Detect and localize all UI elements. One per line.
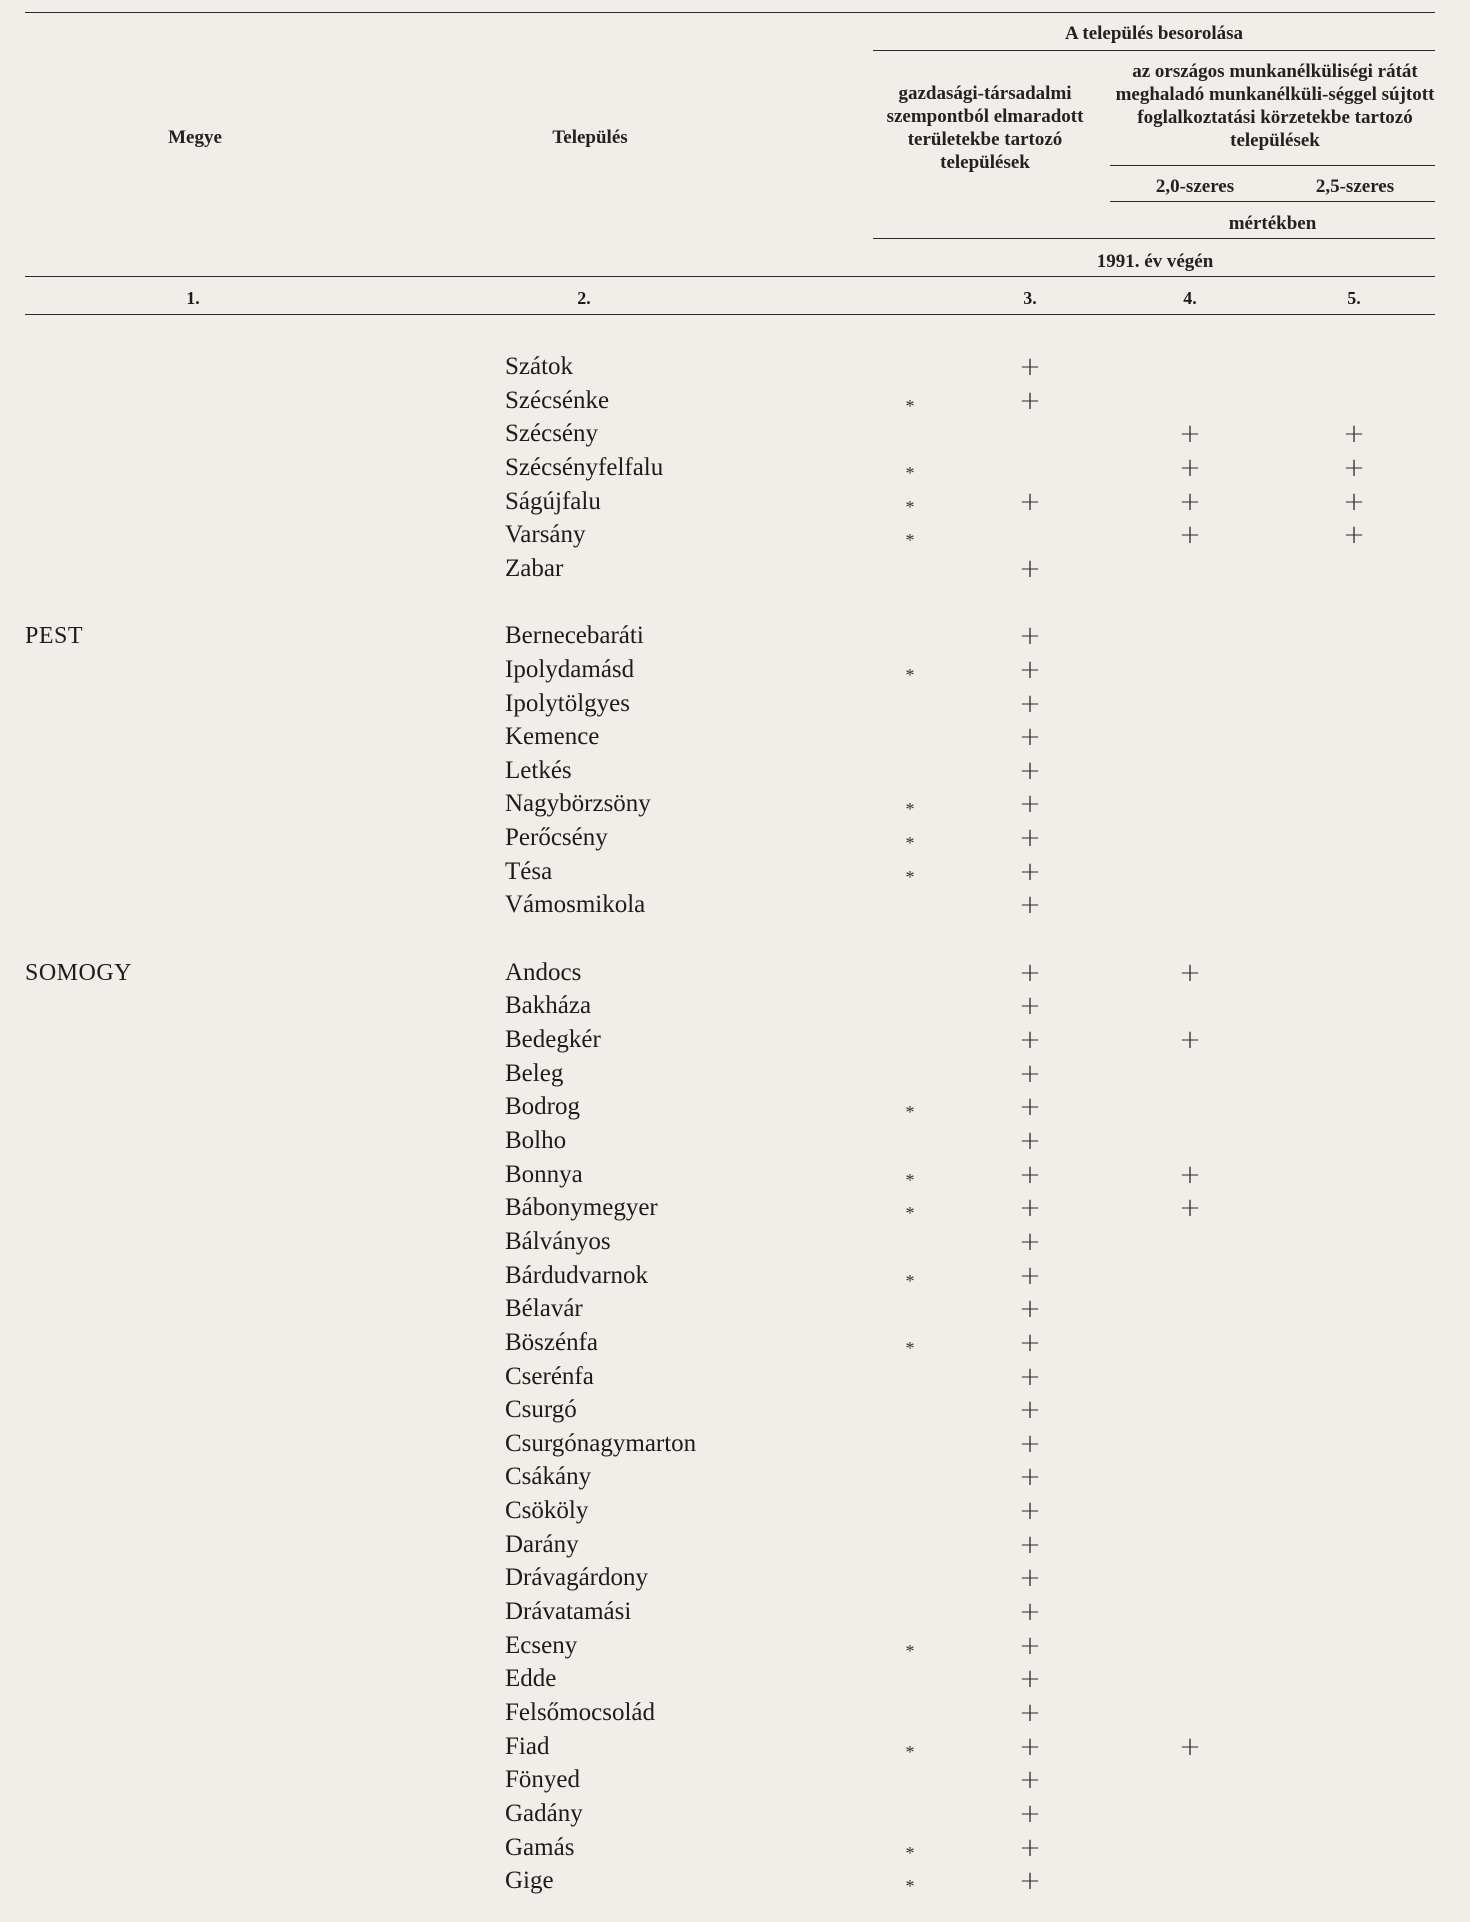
settlement-name: Vámosmikola — [505, 891, 646, 919]
plus-mark-c3: + — [1019, 1765, 1041, 1796]
plus-mark-c5: + — [1343, 520, 1365, 551]
colnum-rule — [25, 314, 1435, 315]
settlement-name: Beleg — [505, 1059, 564, 1087]
column-number-1: 1. — [186, 288, 200, 308]
plus-mark-c3: + — [1019, 1798, 1041, 1829]
plus-mark-c3: + — [1019, 688, 1041, 719]
settlement-name: Bernecebaráti — [505, 622, 644, 650]
plus-mark-c3: + — [1019, 1563, 1041, 1594]
settlement-name: Bakháza — [505, 992, 592, 1020]
column-number-3: 3. — [1023, 288, 1037, 308]
column-number-5: 5. — [1347, 288, 1361, 308]
classification-rule — [873, 50, 1435, 51]
asterisk-mark: * — [905, 395, 915, 416]
asterisk-mark: * — [905, 1102, 915, 1123]
plus-mark-c3: + — [1019, 722, 1041, 753]
plus-mark-c3: + — [1019, 1260, 1041, 1291]
plus-mark-c4: + — [1179, 520, 1201, 551]
table-row — [0, 653, 1470, 687]
plus-mark-c5: + — [1343, 486, 1365, 517]
table-row — [0, 1528, 1470, 1562]
table-row — [0, 855, 1470, 889]
header-mertekben: mértékben — [1228, 213, 1317, 234]
table-row — [0, 989, 1470, 1023]
plus-mark-c3: + — [1019, 1327, 1041, 1358]
table-row — [0, 1831, 1470, 1865]
table-row — [0, 1864, 1470, 1898]
plus-mark-c3: + — [1019, 1125, 1041, 1156]
table-row — [0, 922, 1470, 956]
plus-mark-c3: + — [1019, 1058, 1041, 1089]
plus-mark-c3: + — [1019, 755, 1041, 786]
table-row — [0, 1427, 1470, 1461]
header-date: 1991. év végén — [1096, 251, 1214, 272]
settlement-name: Csákány — [505, 1463, 592, 1491]
settlement-name: Darány — [505, 1530, 579, 1558]
table-row — [0, 417, 1470, 451]
plus-mark-c3: + — [1019, 890, 1041, 921]
table-row — [0, 888, 1470, 922]
settlement-name: Ipolydamásd — [505, 655, 635, 683]
plus-mark-c3: + — [1019, 1496, 1041, 1527]
settlement-name: Gamás — [505, 1833, 575, 1861]
table-row — [0, 1090, 1470, 1124]
settlement-name: Bélavár — [505, 1295, 583, 1323]
settlement-name: Bálványos — [505, 1227, 611, 1255]
table-row — [0, 1662, 1470, 1696]
table-row — [0, 787, 1470, 821]
table-row — [0, 1259, 1470, 1293]
settlement-name: Bábonymegyer — [505, 1194, 658, 1222]
settlement-name: Bodrog — [505, 1093, 580, 1121]
settlement-name: Szátok — [505, 353, 574, 380]
plus-mark-c3: + — [1019, 1462, 1041, 1493]
plus-mark-c3: + — [1019, 1361, 1041, 1392]
plus-mark-c3: + — [1019, 1428, 1041, 1459]
table-row — [0, 687, 1470, 721]
plus-mark-c4: + — [1179, 957, 1201, 988]
asterisk-mark: * — [905, 664, 915, 685]
plus-mark-c3: + — [1019, 823, 1041, 854]
plus-mark-c3: + — [1019, 1395, 1041, 1426]
table-row — [0, 1797, 1470, 1831]
settlement-name: Bárdudvarnok — [505, 1261, 649, 1289]
plus-mark-c3: + — [1019, 1159, 1041, 1190]
plus-mark-c3: + — [1019, 1025, 1041, 1055]
table-row — [0, 1629, 1470, 1663]
plus-mark-c3: + — [1019, 1529, 1041, 1560]
date-rule — [25, 276, 1435, 277]
plus-mark-c3: + — [1019, 1698, 1041, 1728]
plus-mark-c5: + — [1343, 452, 1365, 483]
table-row — [0, 619, 1470, 653]
asterisk-mark: * — [905, 1842, 915, 1863]
asterisk-mark: * — [905, 462, 915, 483]
settlement-name: Drávagárdony — [505, 1564, 648, 1592]
plus-mark-c5: + — [1343, 419, 1365, 450]
settlement-name: Drávatamási — [505, 1598, 632, 1626]
settlement-name: Fiad — [505, 1732, 550, 1760]
plus-mark-c4: + — [1179, 419, 1201, 450]
plus-mark-c4: + — [1179, 452, 1201, 483]
plus-mark-c3: + — [1019, 957, 1041, 988]
ratio-bottom-rule — [1110, 201, 1435, 202]
table-row — [0, 1124, 1470, 1158]
plus-mark-c3: + — [1019, 621, 1041, 652]
settlement-name: Edde — [505, 1665, 557, 1693]
settlement-name: Andocs — [505, 958, 582, 986]
ratio-rule — [1110, 165, 1435, 166]
column-number-4: 4. — [1183, 288, 1197, 308]
asterisk-mark: * — [905, 799, 915, 820]
plus-mark-c3: + — [1019, 486, 1041, 517]
header-25x: 2,5-szeres — [1315, 176, 1395, 197]
asterisk-mark: * — [905, 496, 915, 517]
settlement-name: Fönyed — [505, 1766, 580, 1794]
settlement-name: Cserénfa — [505, 1362, 594, 1390]
plus-mark-c4: + — [1179, 1159, 1201, 1190]
asterisk-mark: * — [905, 1169, 915, 1190]
plus-mark-c4: + — [1179, 1193, 1201, 1224]
top-rule — [25, 12, 1435, 13]
asterisk-mark: * — [905, 1270, 915, 1291]
settlement-name: Csököly — [505, 1497, 589, 1525]
settlement-name: Felsőmocsolád — [505, 1699, 655, 1726]
plus-mark-c3: + — [1019, 1832, 1041, 1863]
plus-mark-c3: + — [1019, 1866, 1041, 1897]
table-row — [0, 350, 1470, 384]
table-row — [0, 1360, 1470, 1394]
settlement-name: Szécsény — [505, 420, 599, 448]
asterisk-mark: * — [905, 530, 915, 551]
settlement-name: Ecseny — [505, 1631, 578, 1659]
table-row — [0, 451, 1470, 485]
settlement-name: Szécsényfelfalu — [505, 453, 664, 481]
plus-mark-c3: + — [1019, 1597, 1041, 1628]
header-megye: Megye — [168, 127, 222, 148]
settlement-name: Varsány — [505, 521, 586, 549]
classification-title: A település besorolása — [1064, 23, 1244, 44]
header-telepules: Település — [552, 127, 628, 148]
settlement-name: Bonnya — [505, 1160, 583, 1188]
plus-mark-c3: + — [1019, 352, 1041, 382]
header-munkanelkuli: az országos munkanélküliségi rátát meghaladó munkanélküli-séggel sújtott foglalkoztatási körzetekbe tartozó települések — [1115, 61, 1435, 151]
table-row — [0, 1292, 1470, 1326]
settlement-name: Nagybörzsöny — [505, 790, 651, 818]
settlement-name: Bolho — [505, 1126, 567, 1154]
table-row — [0, 1460, 1470, 1494]
county-name: PEST — [25, 623, 84, 650]
table-row — [0, 1494, 1470, 1528]
plus-mark-c3: + — [1019, 789, 1041, 820]
header-elmaradott: gazdasági-társadalmi szempontból elmaradott területekbe tartozó települések — [886, 83, 1084, 173]
settlement-name: Ipolytölgyes — [505, 689, 630, 717]
table-row — [0, 1393, 1470, 1427]
plus-mark-c3: + — [1019, 654, 1041, 685]
settlement-name: Gadány — [505, 1799, 583, 1827]
plus-mark-c3: + — [1019, 856, 1041, 887]
asterisk-mark: * — [905, 1337, 915, 1358]
settlement-name: Ságújfalu — [505, 487, 601, 515]
table-row — [0, 1595, 1470, 1629]
plus-mark-c4: + — [1179, 486, 1201, 517]
table-row — [0, 485, 1470, 519]
settlement-name: Gige — [505, 1867, 554, 1895]
table-row — [0, 754, 1470, 788]
settlement-name: Csurgónagymarton — [505, 1429, 697, 1457]
asterisk-mark: * — [905, 1640, 915, 1661]
settlement-name: Zabar — [505, 554, 564, 582]
table-row — [0, 821, 1470, 855]
plus-mark-c4: + — [1179, 1731, 1201, 1762]
table-row — [0, 552, 1470, 586]
table-row — [0, 1191, 1470, 1225]
table-row — [0, 586, 1470, 620]
plus-mark-c3: + — [1019, 1731, 1041, 1762]
mertekben-rule — [873, 238, 1435, 239]
table-row — [0, 720, 1470, 754]
table-row — [0, 956, 1470, 990]
table-row — [0, 1730, 1470, 1764]
plus-mark-c3: + — [1019, 1294, 1041, 1325]
plus-mark-c3: + — [1019, 1193, 1041, 1224]
settlement-name: Bedegkér — [505, 1026, 601, 1053]
column-number-2: 2. — [577, 288, 591, 308]
plus-mark-c3: + — [1019, 991, 1041, 1022]
settlement-name: Tésa — [505, 857, 553, 885]
table-row — [0, 1023, 1470, 1057]
asterisk-mark: * — [905, 866, 915, 887]
table-row — [0, 1057, 1470, 1091]
plus-mark-c3: + — [1019, 385, 1041, 416]
plus-mark-c3: + — [1019, 1226, 1041, 1257]
header-2x: 2,0-szeres — [1155, 176, 1235, 197]
table-row — [0, 1696, 1470, 1730]
table-row — [0, 1225, 1470, 1259]
plus-mark-c3: + — [1019, 1092, 1041, 1123]
table-row — [0, 1763, 1470, 1797]
plus-mark-c3: + — [1019, 553, 1041, 584]
table-row — [0, 384, 1470, 418]
county-name: SOMOGY — [25, 959, 133, 986]
asterisk-mark: * — [905, 1741, 915, 1762]
settlement-name: Böszénfa — [505, 1328, 599, 1356]
settlement-name: Szécsénke — [505, 386, 610, 414]
plus-mark-c3: + — [1019, 1630, 1041, 1661]
plus-mark-c3: + — [1019, 1664, 1041, 1695]
asterisk-mark: * — [905, 1203, 915, 1224]
settlement-name: Perőcsény — [505, 824, 608, 852]
settlement-name: Kemence — [505, 723, 600, 751]
plus-mark-c4: + — [1179, 1025, 1201, 1055]
table-row — [0, 1158, 1470, 1192]
asterisk-mark: * — [905, 833, 915, 854]
settlement-name: Csurgó — [505, 1396, 577, 1424]
settlement-name: Letkés — [505, 756, 572, 784]
table-row — [0, 518, 1470, 552]
table-row — [0, 1326, 1470, 1360]
table-row — [0, 1561, 1470, 1595]
asterisk-mark: * — [905, 1876, 915, 1897]
